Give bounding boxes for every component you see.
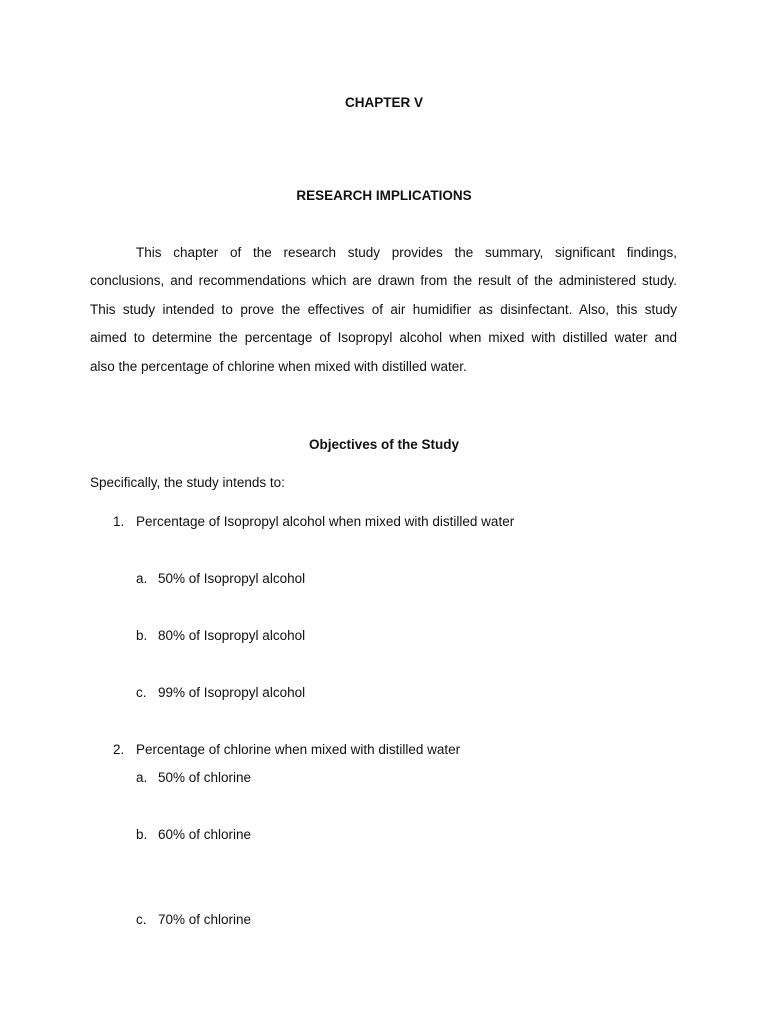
sub-list-item-marker: b. [136, 827, 148, 842]
list-item-text: Percentage of chlorine when mixed with distilled water [136, 742, 461, 757]
sub-list-item-marker: c. [136, 685, 147, 700]
list-item-marker: 2. [113, 742, 125, 757]
sub-list-item-text: 99% of Isopropyl alcohol [158, 685, 306, 700]
section-heading: RESEARCH IMPLICATIONS [296, 188, 472, 203]
sub-list-item-text: 60% of chlorine [158, 827, 252, 842]
sub-list-item-text: 50% of chlorine [158, 770, 252, 785]
intro-paragraph-line: also the percentage of chlorine when mixed with distilled water. [90, 359, 467, 374]
objectives-intro: Specifically, the study intends to: [90, 475, 285, 490]
sub-list-item-text: 80% of Isopropyl alcohol [158, 628, 306, 643]
chapter-heading: CHAPTER V [344, 95, 423, 110]
sub-list-item-marker: a. [136, 770, 148, 785]
sub-list-item-text: 50% of Isopropyl alcohol [158, 571, 306, 586]
sub-list-item-text: 70% of chlorine [158, 912, 252, 927]
intro-paragraph-line: This chapter of the research study provides the summary, significant findings, [136, 245, 677, 260]
objectives-heading: Objectives of the Study [308, 437, 460, 452]
sub-list-item-marker: c. [136, 912, 147, 927]
list-item-text: Percentage of Isopropyl alcohol when mixed with distilled water [136, 514, 515, 529]
intro-paragraph-line: conclusions, and recommendations which are drawn from the result of the administered study. [90, 273, 677, 288]
intro-paragraph-line: aimed to determine the percentage of Isopropyl alcohol when mixed with distilled water and [90, 330, 677, 345]
list-item-marker: 1. [113, 514, 125, 529]
intro-paragraph-line: This study intended to prove the effectives of air humidifier as disinfectant. Also, this study [90, 302, 677, 317]
sub-list-item-marker: a. [136, 571, 148, 586]
sub-list-item-marker: b. [136, 628, 148, 643]
